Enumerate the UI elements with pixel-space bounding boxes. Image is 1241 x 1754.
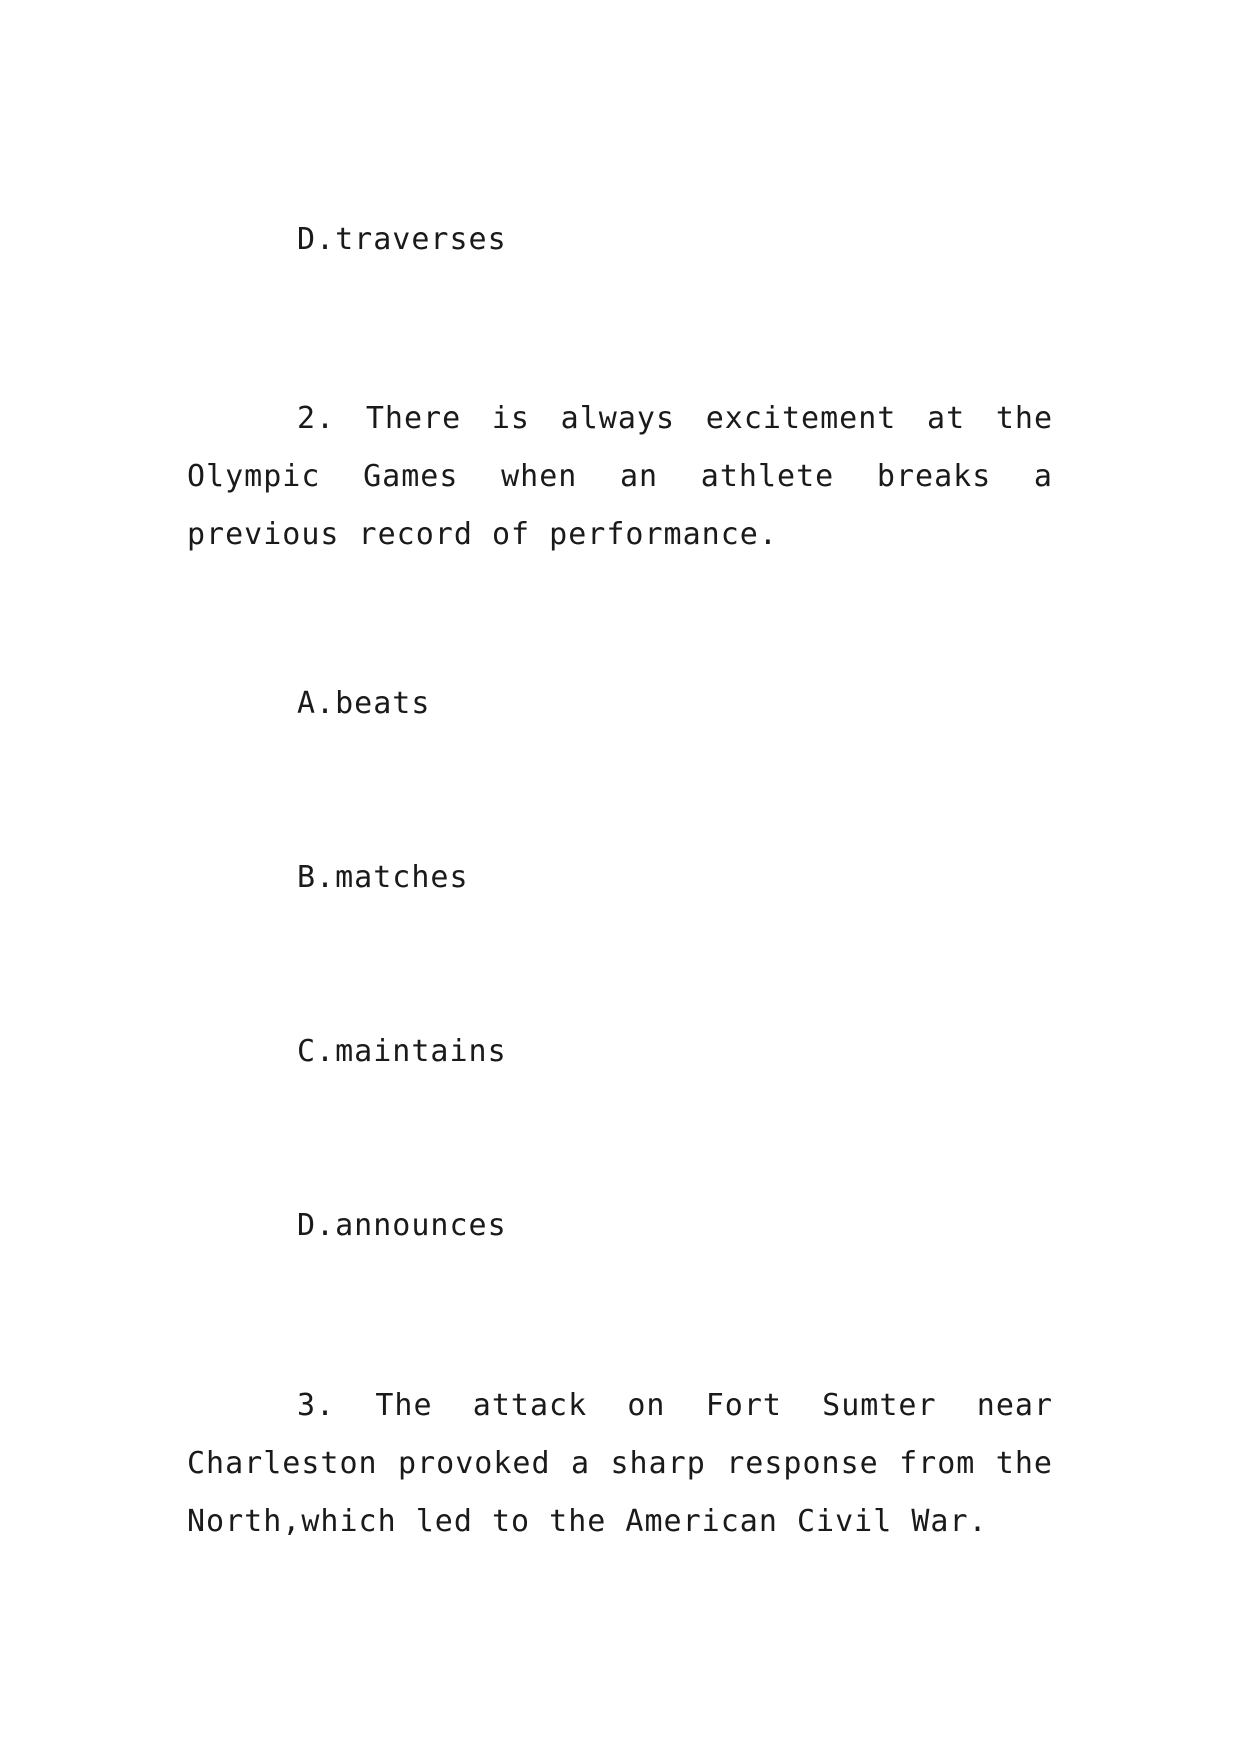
question-2-number: 2. <box>297 401 336 436</box>
question-2 <box>187 390 1053 564</box>
q1-option-d: D.traverses <box>297 222 507 257</box>
question-3-text: The attack on Fort Sumter near Charleston provoked a sharp response from the North,which led to the American Civil War. <box>187 1388 1053 1539</box>
q2-option-d: D.announces <box>297 1208 507 1243</box>
q2-option-c: C.maintains <box>297 1034 507 1069</box>
q2-option-b: B.matches <box>297 860 469 895</box>
question-3-number: 3. <box>297 1388 336 1423</box>
q2-option-a: A.beats <box>297 686 431 721</box>
question-2-text: There is always excitement at the Olympic Games when an athlete breaks a previous record of performance. <box>187 401 1054 552</box>
question-3 <box>187 1377 1053 1551</box>
